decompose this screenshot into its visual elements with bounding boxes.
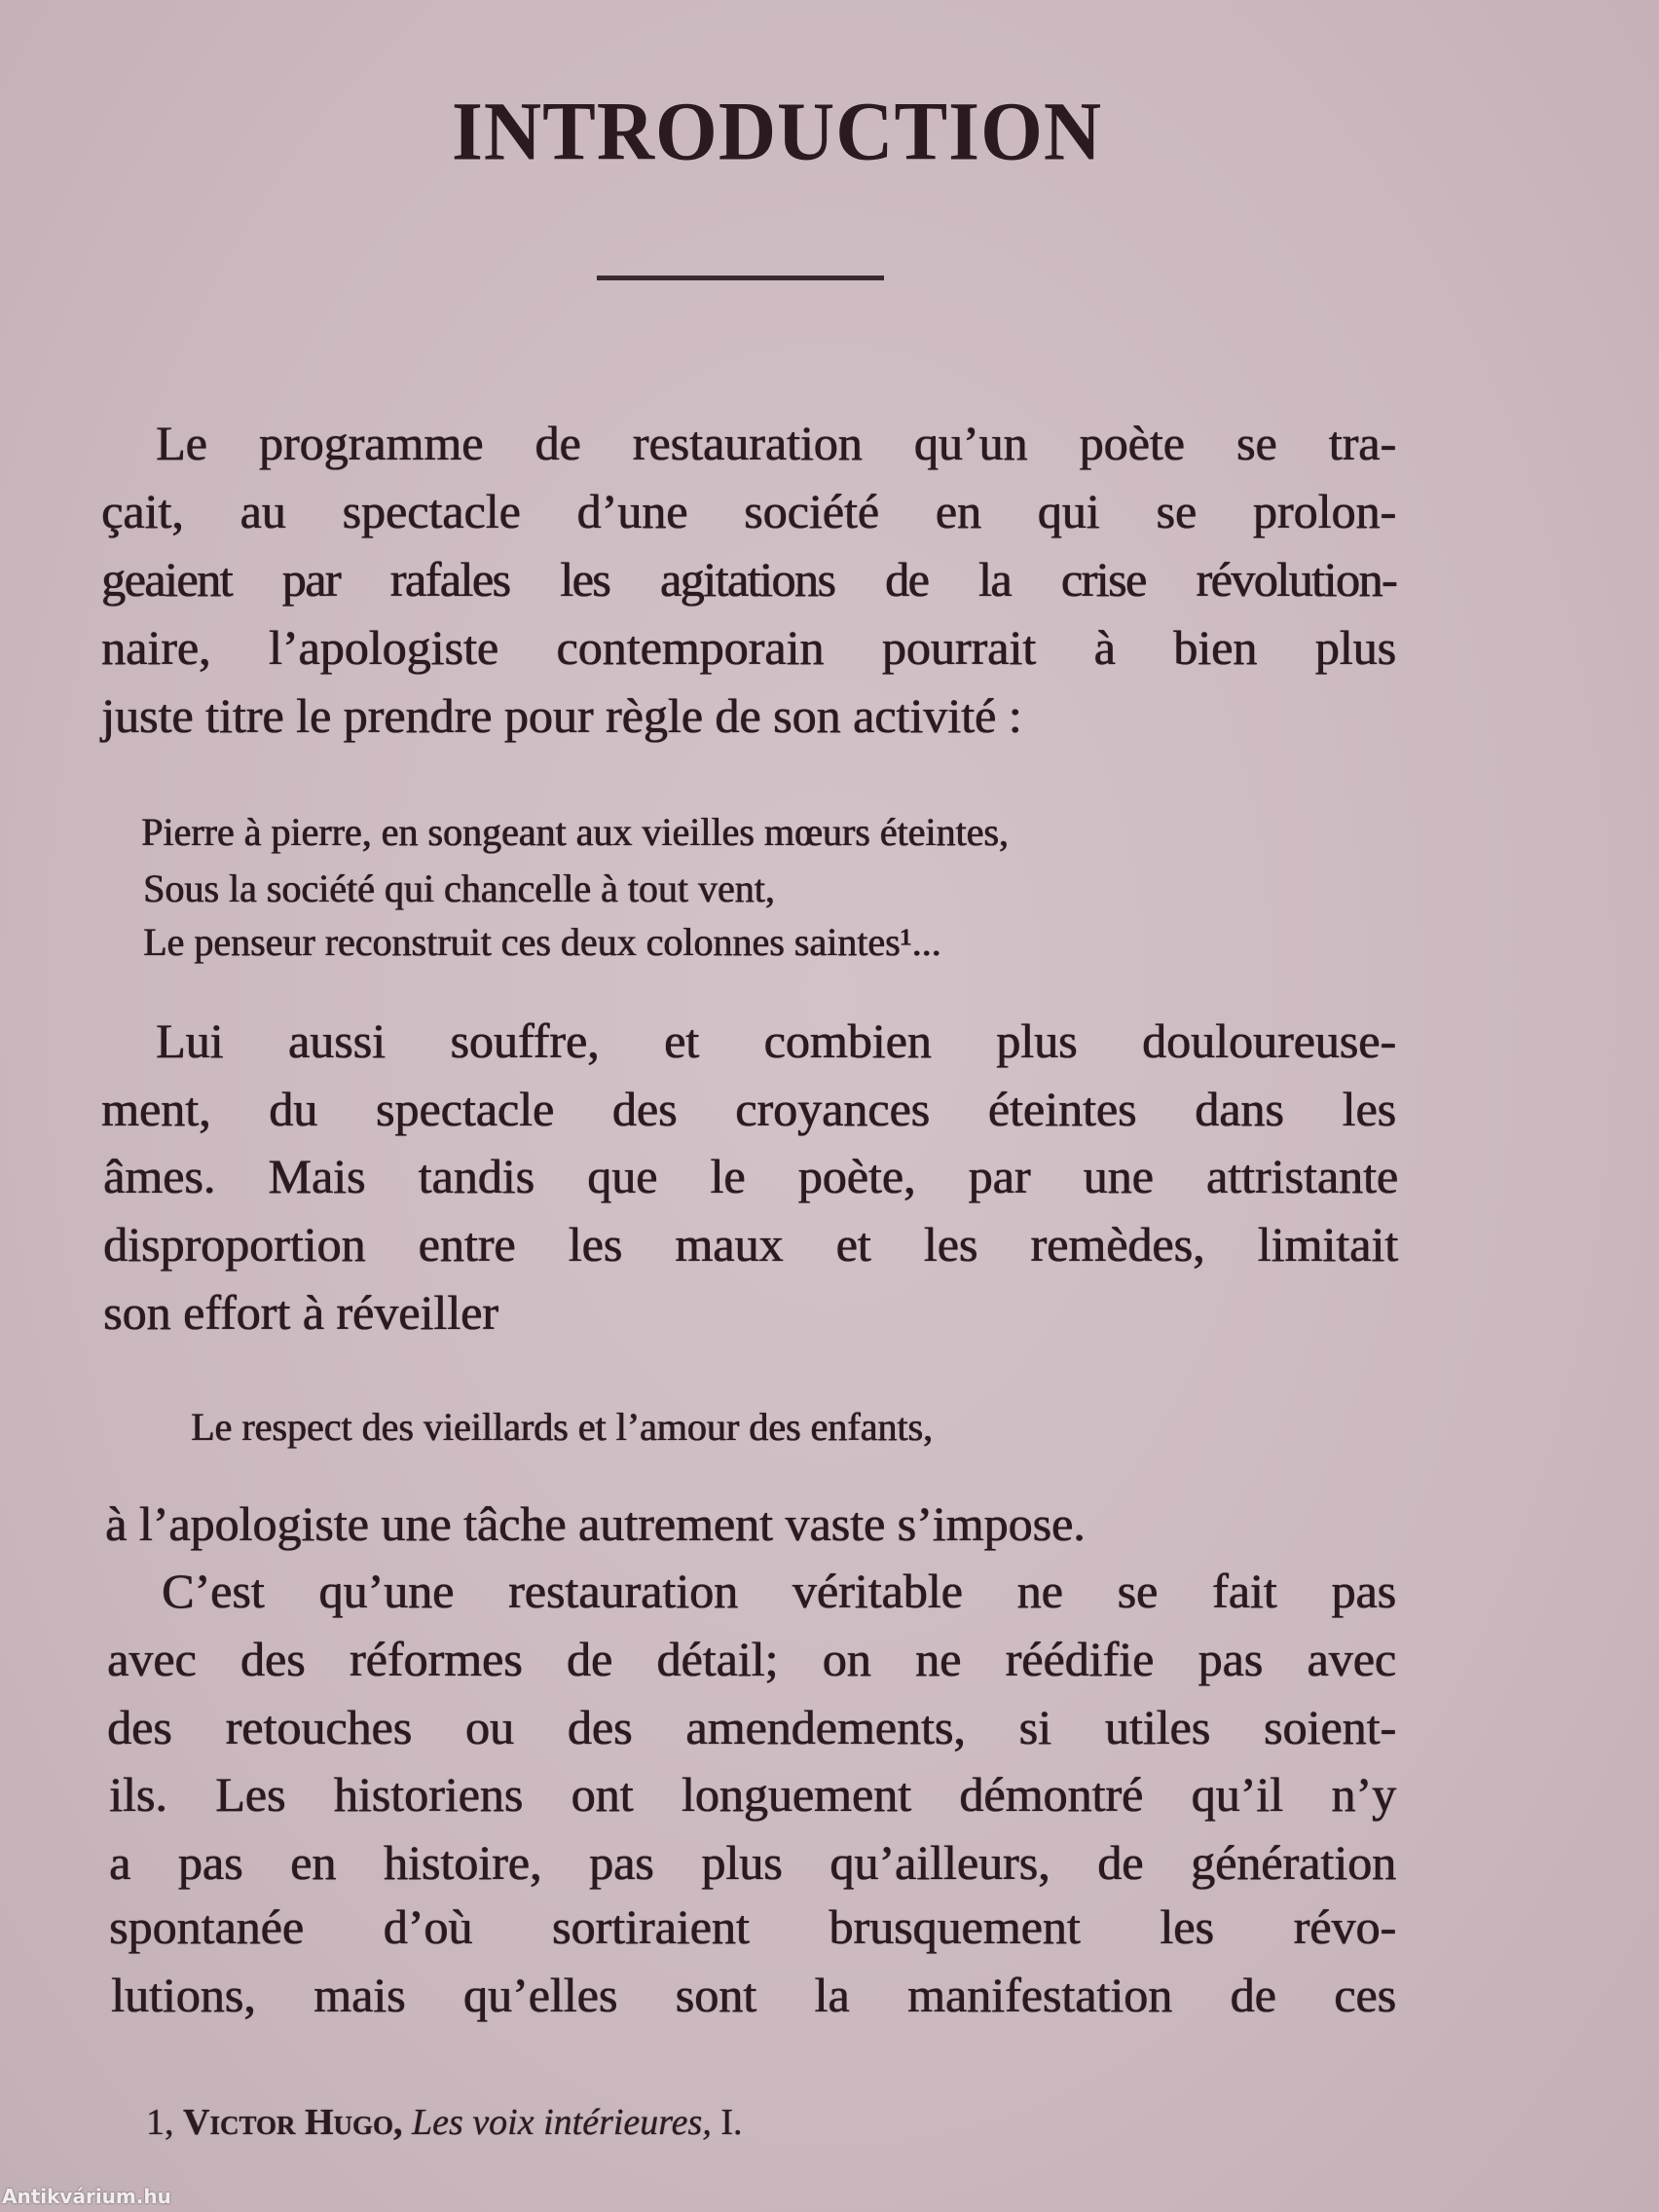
- footnote-volume: I.: [720, 2102, 743, 2143]
- verse-line: Le penseur reconstruit ces deux colonnes saintes¹...: [143, 920, 941, 964]
- text-line: avec des réformes de détail; on ne réédifie pas avec: [107, 1632, 1396, 1686]
- text-line: juste titre le prendre pour règle de son activité :: [101, 688, 1022, 743]
- verse-line: Pierre à pierre, en songeant aux vieilles mœurs éteintes,: [141, 810, 1009, 854]
- text-line: geaient par rafales les agitations de la crise révolution-: [101, 552, 1396, 607]
- footnote-author: Victor Hugo,: [183, 2102, 403, 2143]
- text-line: naire, l’apologiste contemporain pourrait à bien plus: [101, 620, 1396, 675]
- text-line: à l’apologiste une tâche autrement vaste s’impose.: [105, 1496, 1086, 1551]
- verse-line: Le respect des vieillards et l’amour des enfants,: [191, 1405, 933, 1449]
- text-line: ment, du spectacle des croyances éteintes dans les: [101, 1082, 1396, 1136]
- footnote-work: Les voix intérieures,: [412, 2102, 712, 2143]
- text-line: Le programme de restauration qu’un poète se tra-: [156, 416, 1396, 470]
- watermark: Antikvárium.hu: [2, 2185, 171, 2208]
- footnote: [146, 2099, 743, 2146]
- text-line: son effort à réveiller: [103, 1285, 498, 1340]
- text-line: des retouches ou des amendements, si utiles soient-: [107, 1700, 1396, 1754]
- text-line: lutions, mais qu’elles sont la manifestation de ces: [111, 1968, 1396, 2022]
- text-line: a pas en histoire, pas plus qu’ailleurs, de génération: [109, 1835, 1396, 1890]
- text-line: disproportion entre les maux et les remèdes, limitait: [103, 1217, 1398, 1272]
- text-line: çait, au spectacle d’une société en qui se prolon-: [101, 484, 1396, 538]
- title-divider: [597, 276, 884, 280]
- verse-line: Sous la société qui chancelle à tout vent,: [143, 866, 775, 910]
- text-line: C’est qu’une restauration véritable ne se fait pas: [162, 1564, 1396, 1618]
- text-line: Lui aussi souffre, et combien plus douloureuse-: [156, 1014, 1396, 1068]
- page-title: INTRODUCTION: [452, 84, 1103, 178]
- text-line: ils. Les historiens ont longuement démontré qu’il n’y: [109, 1767, 1396, 1822]
- footnote-number: 1,: [146, 2102, 174, 2143]
- text-line: spontanée d’où sortiraient brusquement les révo-: [109, 1899, 1396, 1954]
- text-line: âmes. Mais tandis que le poète, par une attristante: [103, 1149, 1398, 1203]
